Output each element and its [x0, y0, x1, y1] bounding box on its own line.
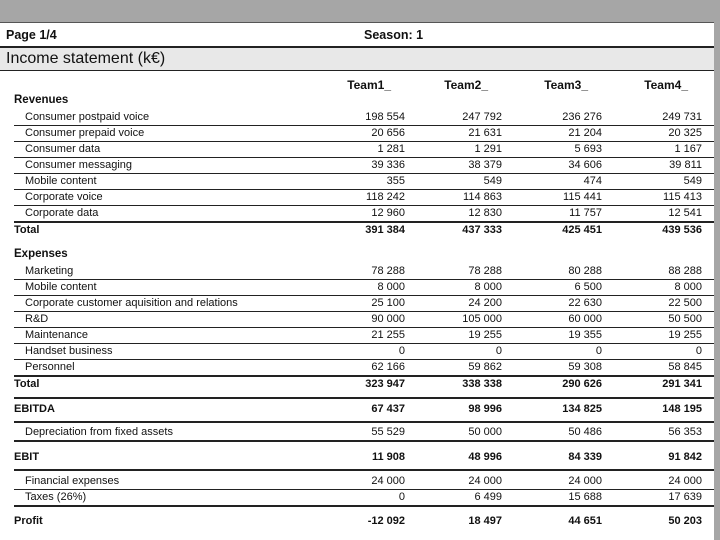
ebitda-top-rule — [14, 397, 714, 399]
value-cell: 338 338 — [462, 378, 502, 390]
value-cell: 59 308 — [568, 361, 602, 373]
value-cell: 21 204 — [568, 127, 602, 139]
value-cell: 114 863 — [463, 191, 502, 203]
expense-row — [14, 296, 714, 312]
financial-top-rule — [14, 469, 714, 471]
value-cell: 60 000 — [568, 313, 602, 325]
profit-row — [14, 514, 714, 529]
value-cell: 22 630 — [568, 297, 602, 309]
value-cell: -12 092 — [367, 515, 405, 527]
value-cell: 24 000 — [371, 475, 405, 487]
revenue-total-row — [14, 223, 714, 238]
value-cell: 105 000 — [462, 313, 502, 325]
value-cell: 88 288 — [668, 265, 702, 277]
value-cell: 19 255 — [668, 329, 702, 341]
value-cell: 15 688 — [568, 491, 602, 503]
expense-row — [14, 344, 714, 360]
value-cell: 8 000 — [377, 281, 405, 293]
value-cell: 425 451 — [562, 224, 602, 236]
value-cell: 50 486 — [568, 426, 602, 438]
value-cell: 22 500 — [668, 297, 702, 309]
value-cell: 8 000 — [674, 281, 702, 293]
expense-row — [14, 280, 714, 296]
statement-title-bar — [0, 46, 714, 71]
row-label: Depreciation from fixed assets — [25, 426, 173, 438]
value-cell: 21 631 — [468, 127, 502, 139]
value-cell: 50 000 — [468, 426, 502, 438]
row-label: Total — [14, 224, 40, 236]
season-label: Season: 1 — [364, 28, 424, 42]
financial-expenses-row — [14, 474, 714, 490]
value-cell: 1 281 — [377, 143, 405, 155]
value-cell: 291 341 — [662, 378, 702, 390]
value-cell: 80 288 — [568, 265, 602, 277]
value-cell: 0 — [398, 345, 405, 357]
value-cell: 11 908 — [371, 451, 405, 463]
value-cell: 19 355 — [568, 329, 602, 341]
value-cell: 249 731 — [662, 111, 702, 123]
value-cell: 118 242 — [366, 191, 405, 203]
value-cell: 0 — [398, 491, 405, 503]
team1-header: Team1_ — [347, 78, 391, 92]
value-cell: 25 100 — [371, 297, 405, 309]
value-cell: 24 000 — [468, 475, 502, 487]
revenue-row — [14, 110, 714, 126]
value-cell: 355 — [386, 175, 405, 187]
value-cell: 198 554 — [365, 111, 405, 123]
value-cell: 12 830 — [468, 207, 502, 219]
taxes-row — [14, 490, 714, 507]
value-cell: 474 — [583, 175, 602, 187]
value-cell: 50 203 — [668, 515, 702, 527]
row-label: Marketing — [25, 265, 74, 277]
expense-row — [14, 264, 714, 280]
row-label: Consumer data — [25, 143, 101, 155]
value-cell: 78 288 — [371, 265, 405, 277]
value-cell: 56 353 — [668, 426, 702, 438]
value-cell: 247 792 — [462, 111, 502, 123]
value-cell: 55 529 — [371, 426, 405, 438]
value-cell: 549 — [483, 175, 502, 187]
value-cell: 8 000 — [474, 281, 502, 293]
value-cell: 6 499 — [474, 491, 502, 503]
value-cell: 439 536 — [662, 224, 702, 236]
value-cell: 78 288 — [468, 265, 502, 277]
value-cell: 323 947 — [365, 378, 405, 390]
row-label: Personnel — [25, 361, 75, 373]
value-cell: 17 639 — [668, 491, 702, 503]
value-cell: 236 276 — [562, 111, 602, 123]
team4-header: Team4_ — [644, 78, 688, 92]
value-cell: 98 996 — [468, 403, 502, 415]
row-label: Mobile content — [25, 281, 97, 293]
expenses-heading: Expenses — [14, 248, 68, 260]
value-cell: 34 606 — [568, 159, 602, 171]
value-cell: 134 825 — [562, 403, 602, 415]
value-cell: 549 — [683, 175, 702, 187]
value-cell: 62 166 — [371, 361, 405, 373]
value-cell: 19 255 — [468, 329, 502, 341]
value-cell: 84 339 — [568, 451, 602, 463]
ebitda-row — [14, 402, 714, 417]
revenue-row — [14, 158, 714, 174]
ebit-row — [14, 450, 714, 465]
row-label: Profit — [14, 515, 43, 527]
value-cell: 50 500 — [668, 313, 702, 325]
value-cell: 18 497 — [468, 515, 502, 527]
value-cell: 1 167 — [674, 143, 702, 155]
depreciation-top-rule — [14, 421, 714, 423]
revenue-row — [14, 142, 714, 158]
row-label: Taxes (26%) — [25, 491, 87, 503]
row-label: Financial expenses — [25, 475, 120, 487]
value-cell: 21 255 — [371, 329, 405, 341]
value-cell: 115 441 — [563, 191, 602, 203]
value-cell: 48 996 — [468, 451, 502, 463]
value-cell: 290 626 — [562, 378, 602, 390]
revenue-row — [14, 206, 714, 223]
revenue-row — [14, 126, 714, 142]
value-cell: 44 651 — [568, 515, 602, 527]
row-label: R&D — [25, 313, 49, 325]
value-cell: 90 000 — [371, 313, 405, 325]
value-cell: 24 200 — [468, 297, 502, 309]
row-label: Handset business — [25, 345, 113, 357]
value-cell: 59 862 — [468, 361, 502, 373]
value-cell: 11 757 — [569, 207, 602, 219]
value-cell: 38 379 — [468, 159, 502, 171]
value-cell: 5 693 — [574, 143, 602, 155]
expense-row — [14, 312, 714, 328]
value-cell: 391 384 — [365, 224, 405, 236]
income-statement-sheet — [0, 22, 714, 540]
revenue-row — [14, 174, 714, 190]
value-cell: 115 413 — [663, 191, 702, 203]
statement-title: Income statement (k€) — [6, 50, 166, 67]
row-label: Corporate customer aquisition and relations — [25, 297, 238, 309]
row-label: Maintenance — [25, 329, 88, 341]
value-cell: 67 437 — [371, 403, 405, 415]
depreciation-row — [14, 425, 714, 442]
value-cell: 39 336 — [371, 159, 405, 171]
row-label: Total — [14, 378, 40, 390]
row-label: Corporate voice — [25, 191, 103, 203]
row-label: Mobile content — [25, 175, 97, 187]
team2-header: Team2_ — [444, 78, 488, 92]
team3-header: Team3_ — [544, 78, 588, 92]
value-cell: 0 — [495, 345, 502, 357]
value-cell: 24 000 — [568, 475, 602, 487]
value-cell: 1 291 — [474, 143, 502, 155]
row-label: Corporate data — [25, 207, 99, 219]
row-label: Consumer messaging — [25, 159, 132, 171]
value-cell: 437 333 — [462, 224, 502, 236]
expense-row — [14, 360, 714, 377]
row-label: Consumer postpaid voice — [25, 111, 150, 123]
page-number: Page 1/4 — [6, 28, 57, 42]
value-cell: 20 325 — [668, 127, 702, 139]
row-label: EBITDA — [14, 403, 55, 415]
value-cell: 20 656 — [371, 127, 405, 139]
top-rule — [0, 22, 714, 23]
value-cell: 0 — [695, 345, 702, 357]
value-cell: 12 541 — [668, 207, 702, 219]
revenues-heading: Revenues — [14, 94, 69, 106]
value-cell: 39 811 — [669, 159, 702, 171]
expense-total-row — [14, 377, 714, 392]
value-cell: 148 195 — [662, 403, 702, 415]
row-label: EBIT — [14, 451, 40, 463]
value-cell: 91 842 — [668, 451, 702, 463]
value-cell: 6 500 — [574, 281, 602, 293]
value-cell: 12 960 — [371, 207, 405, 219]
value-cell: 0 — [595, 345, 602, 357]
row-label: Consumer prepaid voice — [25, 127, 145, 139]
value-cell: 58 845 — [668, 361, 702, 373]
revenue-row — [14, 190, 714, 206]
value-cell: 24 000 — [668, 475, 702, 487]
expense-row — [14, 328, 714, 344]
